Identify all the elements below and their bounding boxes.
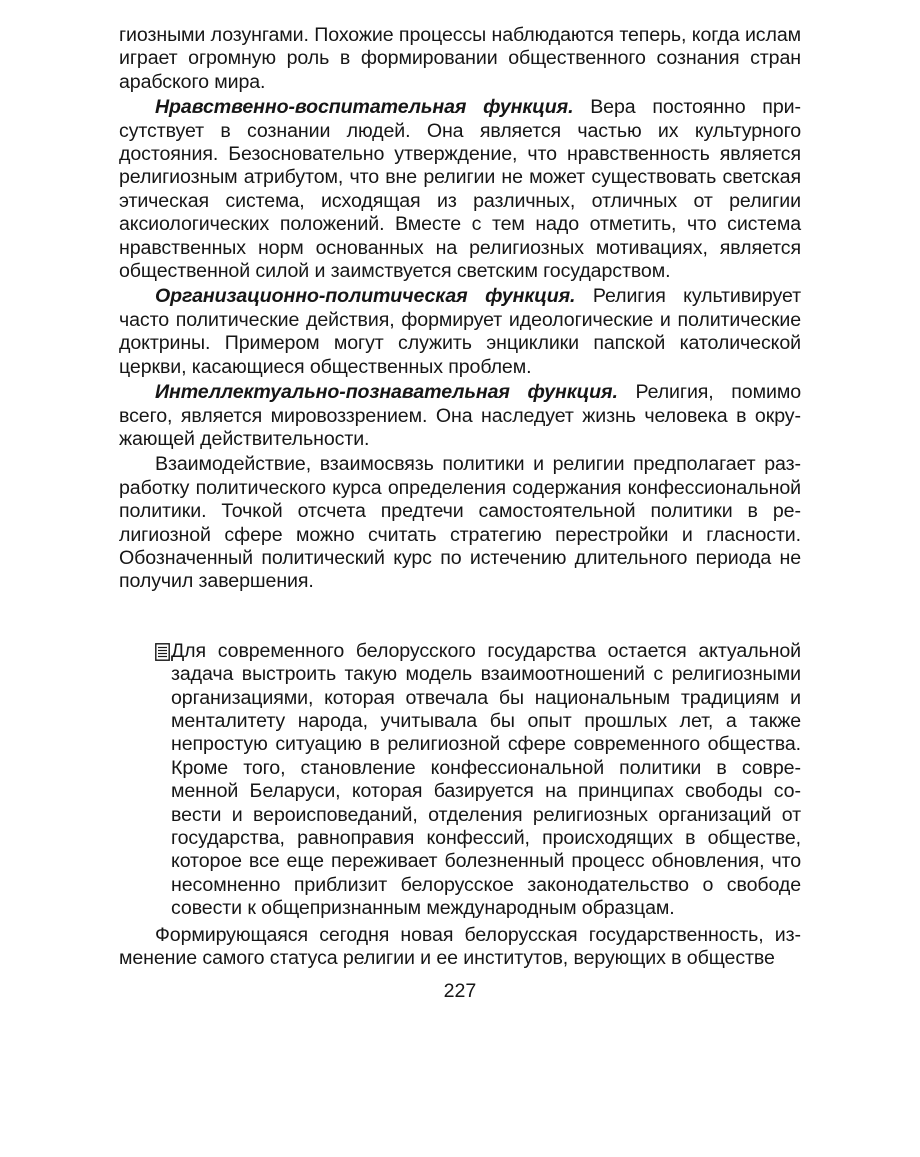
highlighted-note (119, 640, 801, 921)
paragraph-interaction (119, 453, 801, 593)
document-icon (155, 643, 170, 661)
paragraph-text: Формирующаяся сегодня новая белорусская государственность, изменение самого статуса религии и ее институтов, верующих в обществе (119, 923, 801, 970)
paragraph-cognitive-function (119, 381, 801, 451)
paragraph-text: Религия, помимо всего, является мировоззрением. Она наследует жизнь человека в окружающей действительности. (119, 381, 801, 450)
paragraph-text: Вера постоянно присутствует в сознании людей. Она является частью их культурного достояния. Безосновательно утверждение, что нравственность является религиозным атрибутом, что вне религии не может существовать светская этическая система, исходящая из различных, отличных от религии аксиологических положений. Вместе с тем надо отметить, что система нравственных норм основанных на религиозных мотивациях, является общественной силой и заимствуется светским государством. (119, 96, 801, 283)
page-content (119, 24, 801, 970)
highlight-text: Для современного белорусского государства остается актуальной задача выстроить такую модель взаимоотношений с религиозными организациями, которая отвечала бы национальным традициям и менталитету народа, учитывала бы опыт прошлых лет, а также непростую ситуацию в религиозной сфере современного общества. Кроме того, становление конфессиональной политики в современной Беларуси, которая базируется на принципах свободы совести и вероисповеданий, отделения религиозных организаций от государства, равноправия конфессий, происходящих в обществе, которое все еще переживает болезненный процесс обновления, что несомненно приблизит белорусское законодательство о свободе совести к общепризнанным международным образцам. (171, 639, 801, 920)
paragraph-text: Взаимодействие, взаимосвязь политики и религии предполагает разработку политического курса определения содержания конфессиональной политики. Точкой отсчета предтечи самостоятельной политики в религиозной сфере можно считать стратегию перестройки и гласности. Обозначенный политический курс по истечению длительного периода не получил завершения. (119, 453, 801, 593)
paragraph-political-function (119, 285, 801, 379)
term-heading: Интеллектуально-познавательная функция. (155, 381, 618, 404)
paragraph-closing (119, 924, 801, 971)
paragraph-text: гиозными лозунгами. Похожие процессы наблюдаются теперь, когда ислам играет огромную роль в формировании общественного сознания стран арабского мира. (119, 24, 801, 93)
page-number: 227 (443, 980, 477, 1002)
paragraph-moral-function (119, 96, 801, 283)
paragraph-intro (119, 24, 801, 94)
term-heading: Нравственно-воспитательная функция. (155, 96, 574, 119)
term-heading: Организационно-политическая функция. (155, 285, 576, 308)
paragraph-text: Религия культивирует часто политические действия, формирует идеологические и политические доктрины. Примером могут служить энциклики папской католической церкви, касающиеся общественных проблем. (119, 285, 801, 378)
